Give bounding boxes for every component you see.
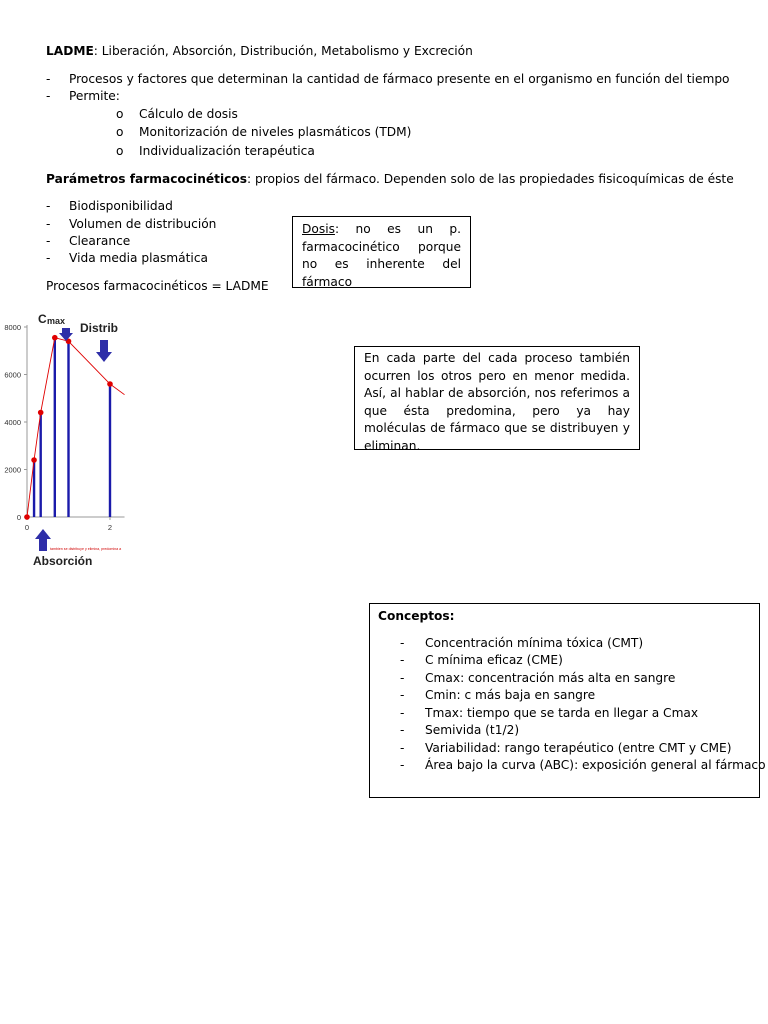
data-point (52, 335, 58, 341)
bullet: o (116, 125, 124, 139)
concept-item: Cmax: concentración más alta en sangre (425, 671, 676, 685)
conceptos-title-text: Conceptos: (378, 609, 455, 623)
dosis-term: Dosis (302, 222, 335, 236)
dosis-text (302, 221, 461, 291)
list-item: Volumen de distribución (69, 217, 217, 231)
ladme-heading (46, 44, 473, 58)
info-box (354, 346, 640, 453)
dash: - (400, 741, 405, 755)
bullet: o (116, 107, 124, 121)
dash: - (400, 758, 405, 772)
data-point (24, 514, 30, 520)
data-point (107, 381, 113, 387)
pk-chart (0, 308, 130, 570)
x-tick-label: 2 (107, 523, 113, 532)
conceptos-title (378, 609, 455, 623)
data-point (31, 457, 37, 463)
concept-item: Semivida (t1/2) (425, 723, 520, 737)
dash: - (46, 72, 51, 86)
dash: - (400, 671, 405, 685)
params-definition: : propios del fármaco. Dependen solo de las propiedades fisicoquímicas de éste (247, 172, 734, 186)
dash: - (400, 653, 405, 667)
dash: - (400, 688, 405, 702)
absorcion-arrow-icon (35, 529, 51, 551)
y-tick-label: 0 (16, 513, 21, 522)
list-item: Monitorización de niveles plasmáticos (TDM) (139, 125, 412, 139)
ladme-term: LADME (46, 44, 94, 58)
conceptos-box (369, 603, 766, 798)
dash: - (400, 706, 405, 720)
params-term: Parámetros farmacocinéticos (46, 172, 247, 186)
y-tick-label: 6000 (4, 370, 21, 380)
data-point (38, 410, 44, 416)
cmax-label-sub: max (47, 316, 66, 326)
concept-item: Área bajo la curva (ABC): exposición general al fármaco (425, 758, 766, 772)
ladme-definition: : Liberación, Absorción, Distribución, Metabolismo y Excreción (93, 44, 473, 58)
params-heading (46, 172, 734, 186)
x-tick-label: 0 (24, 523, 30, 532)
cmax-label-c: C (38, 312, 47, 326)
dash: - (46, 199, 51, 213)
list-item: Clearance (69, 234, 131, 248)
concept-item: Concentración mínima tóxica (CMT) (425, 636, 644, 650)
dash: - (46, 217, 51, 231)
distrib-label: Distrib (80, 321, 119, 335)
absorcion-label: Absorción (33, 554, 93, 568)
info-text: En cada parte del cada proceso también ocurren los otros pero en menor medida. Así, al hablar de absorción, nos referimos a que ésta predomina, pero ya hay moléculas de fármaco que se distribuyen y eliminan. (364, 351, 630, 453)
dash: - (400, 636, 405, 650)
dosis-description: : no es un p. farmacocinético porque no es inherente del fármaco (302, 222, 461, 289)
list-item: Cálculo de dosis (139, 107, 238, 121)
list-item: Permite: (69, 89, 120, 103)
concept-item: Variabilidad: rango terapéutico (entre CMT y CME) (425, 741, 732, 755)
list-item: Individualización terapéutica (139, 144, 315, 158)
dash: - (46, 234, 51, 248)
concept-item: C mínima eficaz (CME) (425, 653, 563, 667)
distrib-arrow-icon (96, 340, 112, 362)
bullet: o (116, 144, 124, 158)
dash: - (46, 89, 51, 103)
concept-item: Cmin: c más baja en sangre (425, 688, 596, 702)
list-item: Biodisponibilidad (69, 199, 173, 213)
procesos-line: Procesos farmacocinéticos = LADME (46, 279, 269, 293)
y-tick-label: 8000 (4, 323, 21, 332)
tiny-note: tambien se distribuye y elimina, predomina a (50, 547, 122, 551)
list-item: Vida media plasmática (69, 251, 208, 265)
y-tick-label: 2000 (4, 465, 21, 475)
dash: - (400, 723, 405, 737)
list-item: Procesos y factores que determinan la cantidad de fármaco presente en el organismo en función del tiempo (69, 72, 730, 86)
concept-item: Tmax: tiempo que se tarda en llegar a Cmax (425, 706, 699, 720)
dosis-box (292, 216, 471, 288)
dash: - (46, 251, 51, 265)
y-tick-label: 4000 (4, 418, 21, 427)
